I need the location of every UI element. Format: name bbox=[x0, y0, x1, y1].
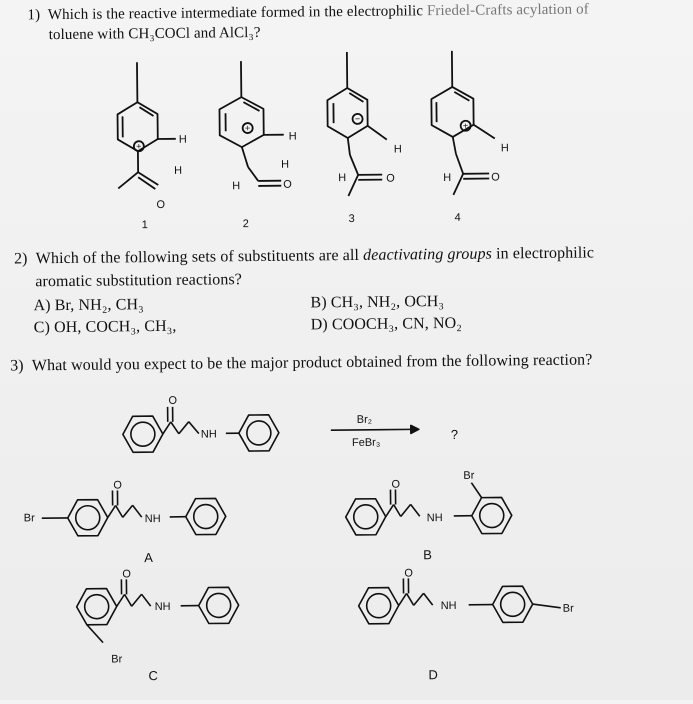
q2-option-d[interactable]: D) COOCH₃, CN, NO₂ bbox=[311, 315, 462, 335]
s2-plus-icon: + bbox=[245, 123, 250, 133]
s4-atom-h1: H bbox=[501, 142, 509, 154]
reaction-arrow bbox=[331, 429, 411, 430]
c-o: O bbox=[122, 568, 131, 580]
reactant-nh: NH bbox=[201, 428, 217, 440]
s4-atom-o: O bbox=[491, 171, 500, 183]
q2-option-b[interactable]: B) CH₃, NH₂, OCH₃ bbox=[310, 293, 444, 312]
s1-plus-icon: + bbox=[136, 141, 141, 151]
s1-atom-o: O bbox=[156, 199, 165, 211]
arrow-head-icon bbox=[411, 425, 419, 433]
s1-atom-h1: H bbox=[179, 134, 187, 146]
c-br: Br bbox=[111, 653, 122, 665]
product-b bbox=[345, 482, 512, 535]
s1-atom-h2: H bbox=[174, 165, 182, 177]
choice-label-c[interactable]: C bbox=[148, 668, 158, 683]
b-o: O bbox=[391, 478, 400, 490]
b-br: Br bbox=[463, 470, 474, 482]
d-o: O bbox=[404, 567, 413, 579]
c-nh: NH bbox=[155, 601, 171, 613]
s3-atom-o: O bbox=[386, 173, 395, 185]
q2-line2: aromatic substitution reactions? bbox=[35, 271, 242, 291]
s3-minus-icon: − bbox=[355, 114, 360, 124]
reactant-o: O bbox=[168, 395, 177, 407]
product-d bbox=[358, 577, 560, 624]
d-br: Br bbox=[563, 603, 574, 615]
s2-atom-h2: H bbox=[281, 159, 289, 171]
structure-label-2: 2 bbox=[243, 218, 249, 230]
q1-line1: 1) Which is the reactive intermediate formed in the electrophilic Friedel-Crafts acylation of bbox=[27, 1, 588, 24]
b-nh: NH bbox=[427, 512, 443, 524]
q2-line1: 2) Which of the following sets of substituents are all deactivating groups in electrophilic bbox=[14, 244, 594, 268]
reagent-febr3: FeBr₃ bbox=[352, 437, 380, 449]
q1-line2: toluene with CH₃COCl and AlCl₃? bbox=[49, 25, 261, 44]
structure-label-4: 4 bbox=[455, 212, 461, 224]
a-br: Br bbox=[24, 512, 35, 524]
s2-atom-h3: H bbox=[232, 180, 240, 192]
a-nh: NH bbox=[145, 513, 161, 525]
unknown-product: ? bbox=[451, 427, 458, 442]
q2-option-c[interactable]: C) OH, COCH₃, CH₃, bbox=[34, 318, 177, 337]
q2-option-a[interactable]: A) Br, NH₂, CH₃ bbox=[33, 296, 143, 315]
structure-label-3: 3 bbox=[349, 213, 355, 225]
s4-atom-h2: H bbox=[443, 172, 451, 184]
choice-label-b[interactable]: B bbox=[423, 547, 432, 562]
q3-question: 3) What would you expect to be the major product obtained from the following reaction? bbox=[10, 351, 592, 375]
a-o: O bbox=[113, 479, 122, 491]
choice-label-d[interactable]: D bbox=[428, 667, 438, 682]
s2-atom-h1: H bbox=[289, 131, 297, 143]
structure-label-1: 1 bbox=[142, 219, 148, 231]
reagent-br2: Br₂ bbox=[357, 414, 372, 426]
d-nh: NH bbox=[441, 600, 457, 612]
s3-atom-h2: H bbox=[338, 172, 346, 184]
s3-atom-h1: H bbox=[394, 143, 402, 155]
choice-label-a[interactable]: A bbox=[144, 550, 153, 565]
s2-atom-o: O bbox=[283, 179, 292, 191]
s4-plus-icon: + bbox=[463, 121, 468, 131]
product-a bbox=[41, 489, 225, 536]
